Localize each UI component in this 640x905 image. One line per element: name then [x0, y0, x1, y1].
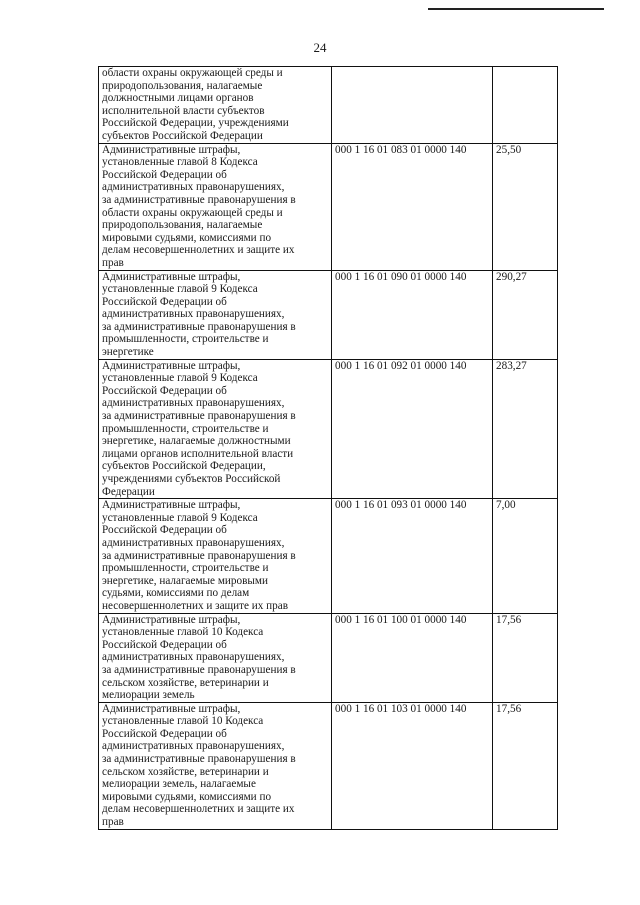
row-code: 000 1 16 01 093 01 0000 140 [332, 499, 493, 613]
row-code: 000 1 16 01 083 01 0000 140 [332, 143, 493, 270]
table-row [99, 359, 558, 499]
table-row [99, 143, 558, 270]
row-code [332, 67, 493, 144]
fees-table [98, 66, 558, 830]
table-row [99, 702, 558, 829]
page-number: 24 [313, 40, 327, 55]
row-code: 000 1 16 01 103 01 0000 140 [332, 702, 493, 829]
row-amount: 290,27 [493, 270, 558, 359]
table-row [99, 613, 558, 702]
row-amount: 17,56 [493, 613, 558, 702]
row-description: Административные штрафы, установленные главой 10 Кодекса Российской Федерации об административных правонарушениях, за административные правонарушения в сельском хозяйстве, ветеринарии и мелиорации земель [99, 613, 332, 702]
row-description: Административные штрафы, установленные главой 8 Кодекса Российской Федерации об административных правонарушениях, за административные правонарушения в области охраны окружающей среды и природопользования, налагаемые мировыми судьями, комиссиями по делам несовершеннолетних и защите их прав [99, 143, 332, 270]
row-amount: 25,50 [493, 143, 558, 270]
row-amount: 17,56 [493, 702, 558, 829]
row-description: Административные штрафы, установленные главой 9 Кодекса Российской Федерации об административных правонарушениях, за административные правонарушения в промышленности, строительстве и энергетике [99, 270, 332, 359]
row-description: области охраны окружающей среды и природопользования, налагаемые должностными лицами органов исполнительной власти субъектов Российской Федерации, учреждениями субъектов Российской Федерации [99, 67, 332, 144]
table-row [99, 499, 558, 613]
row-description: Административные штрафы, установленные главой 9 Кодекса Российской Федерации об административных правонарушениях, за административные правонарушения в промышленности, строительстве и энергетике, налагаемые должностными лицами органов исполнительной власти субъектов Российской Федерации, учреждениями субъектов Российской Федерации [99, 359, 332, 499]
row-amount: 7,00 [493, 499, 558, 613]
row-code: 000 1 16 01 100 01 0000 140 [332, 613, 493, 702]
table-row [99, 67, 558, 144]
top-rule [428, 8, 604, 10]
row-amount: 283,27 [493, 359, 558, 499]
row-description: Административные штрафы, установленные главой 10 Кодекса Российской Федерации об административных правонарушениях, за административные правонарушения в сельском хозяйстве, ветеринарии и мелиорации земель, налагаемые мировыми судьями, комиссиями по делам несовершеннолетних и защите их прав [99, 702, 332, 829]
row-code: 000 1 16 01 092 01 0000 140 [332, 359, 493, 499]
table-row [99, 270, 558, 359]
row-code: 000 1 16 01 090 01 0000 140 [332, 270, 493, 359]
row-description: Административные штрафы, установленные главой 9 Кодекса Российской Федерации об административных правонарушениях, за административные правонарушения в промышленности, строительстве и энергетике, налагаемые мировыми судьями, комиссиями по делам несовершеннолетних и защите их прав [99, 499, 332, 613]
row-amount [493, 67, 558, 144]
